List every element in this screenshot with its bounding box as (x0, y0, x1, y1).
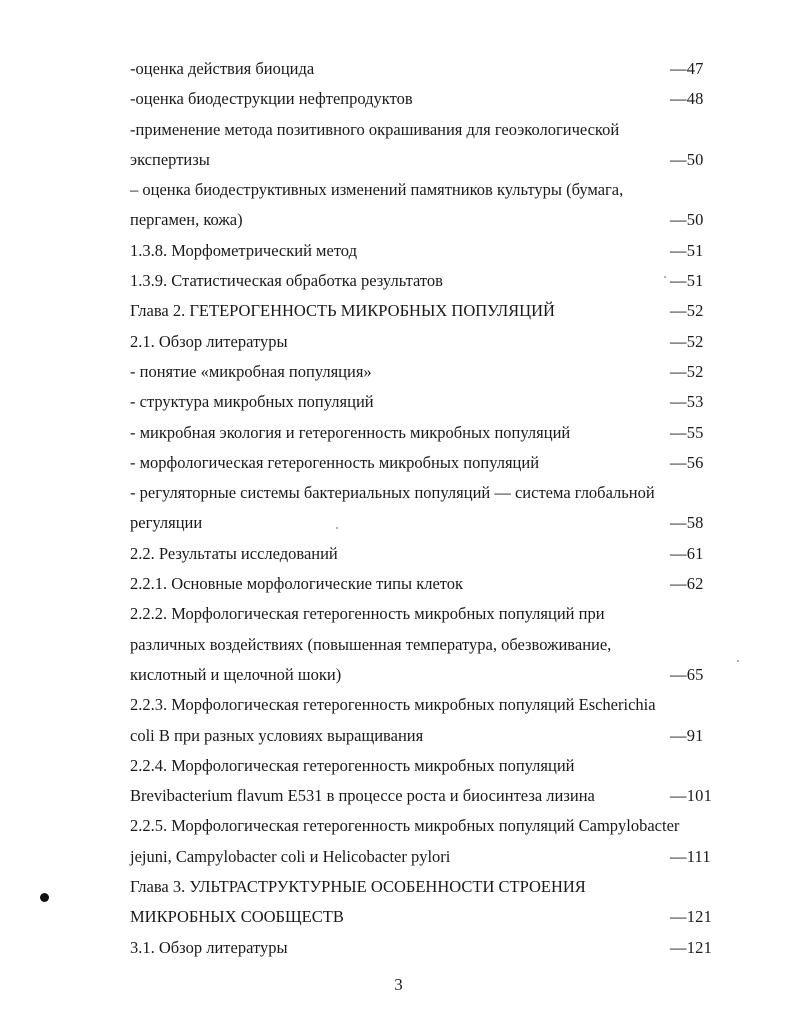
toc-entry-page: —47 (670, 59, 704, 78)
toc-entry (130, 115, 730, 145)
toc-entry-text: - микробная экология и гетерогенность микробных популяций (130, 422, 571, 442)
toc-entry-text: 3.1. Обзор литературы (130, 937, 288, 957)
toc-entry-page: —58 (670, 513, 704, 533)
toc-entry (130, 54, 730, 84)
toc-entry (130, 599, 730, 629)
scan-speck (737, 660, 739, 662)
toc-entry-page: —48 (670, 89, 704, 109)
toc-entry-text: пергамен, кожа) (130, 210, 243, 230)
toc-entry-text: 2.2.2. Морфологическая гетерогенность микробных популяций при (130, 604, 605, 624)
toc-entry (130, 266, 730, 296)
toc-entry-text: -оценка биодеструкции нефтепродуктов (130, 89, 413, 109)
toc-entry-text: - понятие «микробная популяция» (130, 361, 372, 381)
toc-entry (130, 902, 730, 932)
toc-entry-text: – оценка биодеструктивных изменений памятников культуры (бумага, (130, 180, 624, 200)
scan-speck (336, 527, 338, 529)
scan-speck (664, 276, 666, 278)
toc-entry-page: —101 (670, 786, 713, 806)
toc-entry (130, 296, 730, 326)
toc-entry (130, 842, 730, 872)
toc-entry-page: —50 (670, 149, 704, 169)
toc-entry-page: —121 (670, 937, 713, 957)
toc-entry (130, 175, 730, 205)
toc-entry (130, 84, 730, 114)
toc-entry-text: - морфологическая гетерогенность микробных популяций (130, 452, 540, 472)
toc-entry-page: —51 (670, 240, 704, 260)
toc-entry-text: - регуляторные системы бактериальных популяций — система глобальной (130, 483, 655, 503)
toc-entry-page: —51 (670, 271, 704, 291)
toc-entry-text: jejuni, Campylobacter coli и Helicobacter pylori (130, 846, 451, 866)
toc-entry (130, 721, 730, 751)
toc-entry-text: Глава 3. УЛЬТРАСТРУКТУРНЫЕ ОСОБЕННОСТИ СТРОЕНИЯ (130, 877, 586, 897)
toc-entry-text: 2.2.1. Основные морфологические типы клеток (130, 574, 464, 594)
toc-entry (130, 448, 730, 478)
toc-entry (130, 933, 730, 963)
toc-entry (130, 357, 730, 387)
toc-entry (130, 327, 730, 357)
toc-entry-page: —53 (670, 392, 704, 412)
toc-entry-page: —61 (670, 543, 704, 563)
toc-entry-text: МИКРОБНЫХ СООБЩЕСТВ (130, 907, 344, 927)
toc-entry-text: coli B при разных условиях выращивания (130, 725, 424, 745)
toc-entry-page: —65 (670, 664, 704, 684)
toc-entry (130, 751, 730, 781)
toc-entry-text: Brevibacterium flavum E531 в процессе роста и биосинтеза лизина (130, 786, 595, 806)
toc-entry (130, 387, 730, 417)
toc-entry (130, 690, 730, 720)
toc-entry (130, 660, 730, 690)
toc-entry (130, 781, 730, 811)
toc-entry (130, 145, 730, 175)
toc-entry-text: 2.2.5. Морфологическая гетерогенность микробных популяций Campylobacter (130, 816, 680, 836)
toc-entry (130, 630, 730, 660)
toc-entry-page: —52 (670, 331, 704, 351)
toc-entry-page: —52 (670, 361, 704, 381)
toc-entry-text: 2.2.4. Морфологическая гетерогенность микробных популяций (130, 755, 575, 775)
toc-entry-page: —121 (670, 907, 713, 927)
toc-entry-page: —55 (670, 422, 704, 442)
toc-entry-page: —111 (670, 846, 711, 866)
toc-entry (130, 872, 730, 902)
toc-entry (130, 478, 730, 508)
toc-entry (130, 811, 730, 841)
toc-entry-page: —91 (670, 725, 704, 745)
toc-entry-text: экспертизы (130, 149, 210, 169)
toc-entry-text: - структура микробных популяций (130, 392, 374, 412)
toc-entry (130, 236, 730, 266)
toc-entry (130, 569, 730, 599)
toc-entry-page: —56 (670, 452, 704, 472)
toc-entry-text: регуляции (130, 513, 203, 533)
toc-entry-text: 1.3.8. Морфометрический метод (130, 240, 357, 260)
toc-entry (130, 205, 730, 235)
toc-entry-text: Глава 2. ГЕТЕРОГЕННОСТЬ МИКРОБНЫХ ПОПУЛЯЦИЙ (130, 301, 555, 321)
toc-entry (130, 508, 730, 538)
toc-entry-page: —50 (670, 210, 704, 230)
toc-entry-text: 2.2. Результаты исследований (130, 543, 338, 563)
margin-bullet-mark (40, 893, 49, 902)
toc-entry-text: 1.3.9. Статистическая обработка результатов (130, 271, 443, 291)
toc-entry-text: 2.1. Обзор литературы (130, 331, 288, 351)
toc-entry (130, 539, 730, 569)
toc-entry (130, 418, 730, 448)
toc-entry-text: различных воздействиях (повышенная температура, обезвоживание, (130, 634, 612, 654)
toc-entry-page: —62 (670, 574, 704, 594)
toc-entry-text: 2.2.3. Морфологическая гетерогенность микробных популяций Escherichia (130, 695, 656, 715)
toc-entry-text: кислотный и щелочной шоки) (130, 664, 342, 684)
toc-entry-text: -применение метода позитивного окрашивания для геоэкологической (130, 119, 620, 139)
toc-entry-page: —52 (670, 301, 704, 321)
toc-entry-text: -оценка действия биоцида (130, 59, 315, 78)
page-number: 3 (394, 975, 403, 994)
table-of-contents (130, 54, 730, 963)
